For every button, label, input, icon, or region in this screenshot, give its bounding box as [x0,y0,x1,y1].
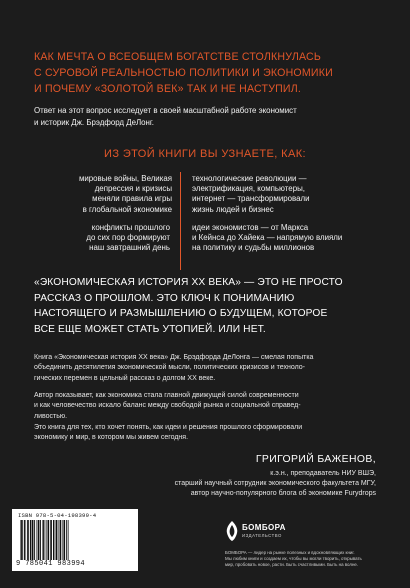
headline [34,49,384,97]
quote-line: «ЭКОНОМИЧЕСКАЯ ИСТОРИЯ ХХ ВЕКА» — ЭТО НЕ ПРОСТО [34,277,343,288]
barcode-bar [63,520,65,560]
learn-point-line: жизнь людей и бизнес [192,204,274,214]
learn-point-line: и Кейнса до Хайека — напрямую влияли [192,233,343,243]
barcode-bar [59,520,60,560]
barcode-bar [43,520,44,560]
isbn-barcode [12,509,138,571]
learn-point-line: мировые войны, Великая [78,174,172,183]
barcode-bar [30,520,31,560]
learn-point-line: на политику и судьбы миллионов [192,243,315,253]
barcode-bar [60,520,62,560]
paragraph-line: Это книга для тех, кто хочет понять, как идеи и решения прошлого сформировали [34,424,303,431]
credential-line: автор научно-популярного блога об экономике Furydrops [190,489,376,497]
learn-point-line: наш завтрашний день [89,243,170,253]
barcode-bar [50,520,52,560]
barcode-bars [18,520,132,560]
bombora-logo-icon [225,521,239,541]
learn-point-line: меняли правила игры [92,194,172,204]
barcode-bar [24,520,25,560]
barcode-bar [27,520,29,560]
learn-point-line: до сих пор формируют [86,233,170,243]
quote-line: ВСЕ ЕЩЕ МОЖЕТ СТАТЬ УТОПИЕЙ. ИЛИ НЕТ. [34,323,266,335]
credential-line: к.э.н., преподаватель НИУ ВШЭ, [270,470,376,477]
barcode-bar [46,520,47,560]
paragraph-line: гических перемен в цельный рассказ о долгом XX веке. [34,374,216,382]
publisher-line: мир, пробовать новое, расти. Быть счастливыми. Быть на волне. [225,562,359,567]
paragraph-line: и как человечество искало баланс между свободой рынка и социальной справед- [34,402,301,410]
paragraph-line: ливостью. [34,412,68,420]
intro-text [34,105,386,128]
barcode-bar [26,520,27,560]
description-paragraph [34,391,386,422]
learn-point [86,223,170,254]
headline-line: КАК МЕЧТА О ВСЕОБЩЕМ БОГАТСТВЕ СТОЛКНУЛАСЬ [34,51,322,63]
barcode-bar [53,520,54,560]
barcode-bar [48,520,50,560]
barcode-bar [68,520,69,560]
learn-point-line: идеи экономистов — от Маркса [192,223,309,232]
intro-line: Ответ на этот вопрос исследует в своей масштабной работе экономист [34,106,297,115]
learn-point [192,174,310,215]
learn-point-line: в глобальной экономике [82,204,172,214]
learn-point-line: интернет — трансформировали [192,194,310,204]
publisher-blurb [225,550,395,568]
quote-line: НАСТОЯЩЕГО И РАЗМЫШЛЕНИЮ О БУДУЩЕМ, КОТОРОЕ [34,308,328,319]
barcode-bar [38,520,40,560]
barcode-digits: 9 785041 983994 [16,560,86,568]
paragraph-line: экономику и мир, в котором мы живем сегодня. [34,434,189,442]
barcode-bar [55,520,56,560]
barcode-bar [45,520,46,560]
reviewer-name: ГРИГОРИЙ БАЖЕНОВ, [255,454,376,465]
learn-point [79,174,172,215]
pull-quote [34,275,384,337]
paragraph-line: Автор показывает, как экономика стала главной движущей силой современности [34,392,299,399]
reviewer-credentials [175,469,376,498]
barcode-bar [32,520,34,560]
isbn-number: ISBN 978-5-04-198399-4 [18,512,97,519]
headline-line: С СУРОВОЙ РЕАЛЬНОСТЬЮ ПОЛИТИКИ И ЭКОНОМИКИ [34,67,333,79]
barcode-bar [36,520,37,560]
barcode-bar [40,520,41,560]
paragraph-line: Книга «Экономическая история XX века» Дж. Брэдфорда ДеЛонга — смелая попытка [34,354,314,361]
publisher-logo [225,519,286,549]
barcode-bar [20,520,21,560]
publisher-line: БОМБОРА — лидер на рынке полезных и вдохновляющих книг. [225,550,355,555]
publisher-line: Мы любим книги и создаем их, чтобы вы могли творить, открывать [225,556,362,561]
barcode-bar [62,520,63,560]
paragraph-line: объединить десятилетия экономической мысли, политических кризисов и техноло- [34,364,306,372]
barcode-bar [34,520,35,560]
learn-point-line: конфликты прошлого [91,223,170,232]
publisher-subtitle: ИЗДАТЕЛЬСТВО [242,533,282,538]
learn-point [192,223,342,254]
intro-line: и историк Дж. Брэдфорд ДеЛонг. [34,117,154,127]
publisher-name: БОМБОРА [242,523,286,532]
headline-line: И ПОЧЕМУ «ЗОЛОТОЙ ВЕК» ТАК И НЕ НАСТУПИЛ. [34,83,302,95]
description-paragraph [34,423,386,444]
barcode-bar [56,520,58,560]
learn-section-title: ИЗ ЭТОЙ КНИГИ ВЫ УЗНАЕТЕ, КАК: [104,148,306,160]
section-divider [180,172,181,270]
learn-point-line: депрессия и кризисы [94,184,172,194]
barcode-bar [42,520,43,560]
barcode-bar [66,520,67,560]
description-paragraph [34,353,386,384]
quote-line: РАССКАЗ О ПРОШЛОМ. ЭТО КЛЮЧ К ПОНИМАНИЮ [34,292,295,304]
learn-point-line: электрификация, компьютеры, [192,184,305,194]
credential-line: старший научный сотрудник экономического факультета МГУ, [174,479,376,487]
barcode-bar [21,520,23,560]
learn-point-line: технологические революции — [192,174,307,183]
